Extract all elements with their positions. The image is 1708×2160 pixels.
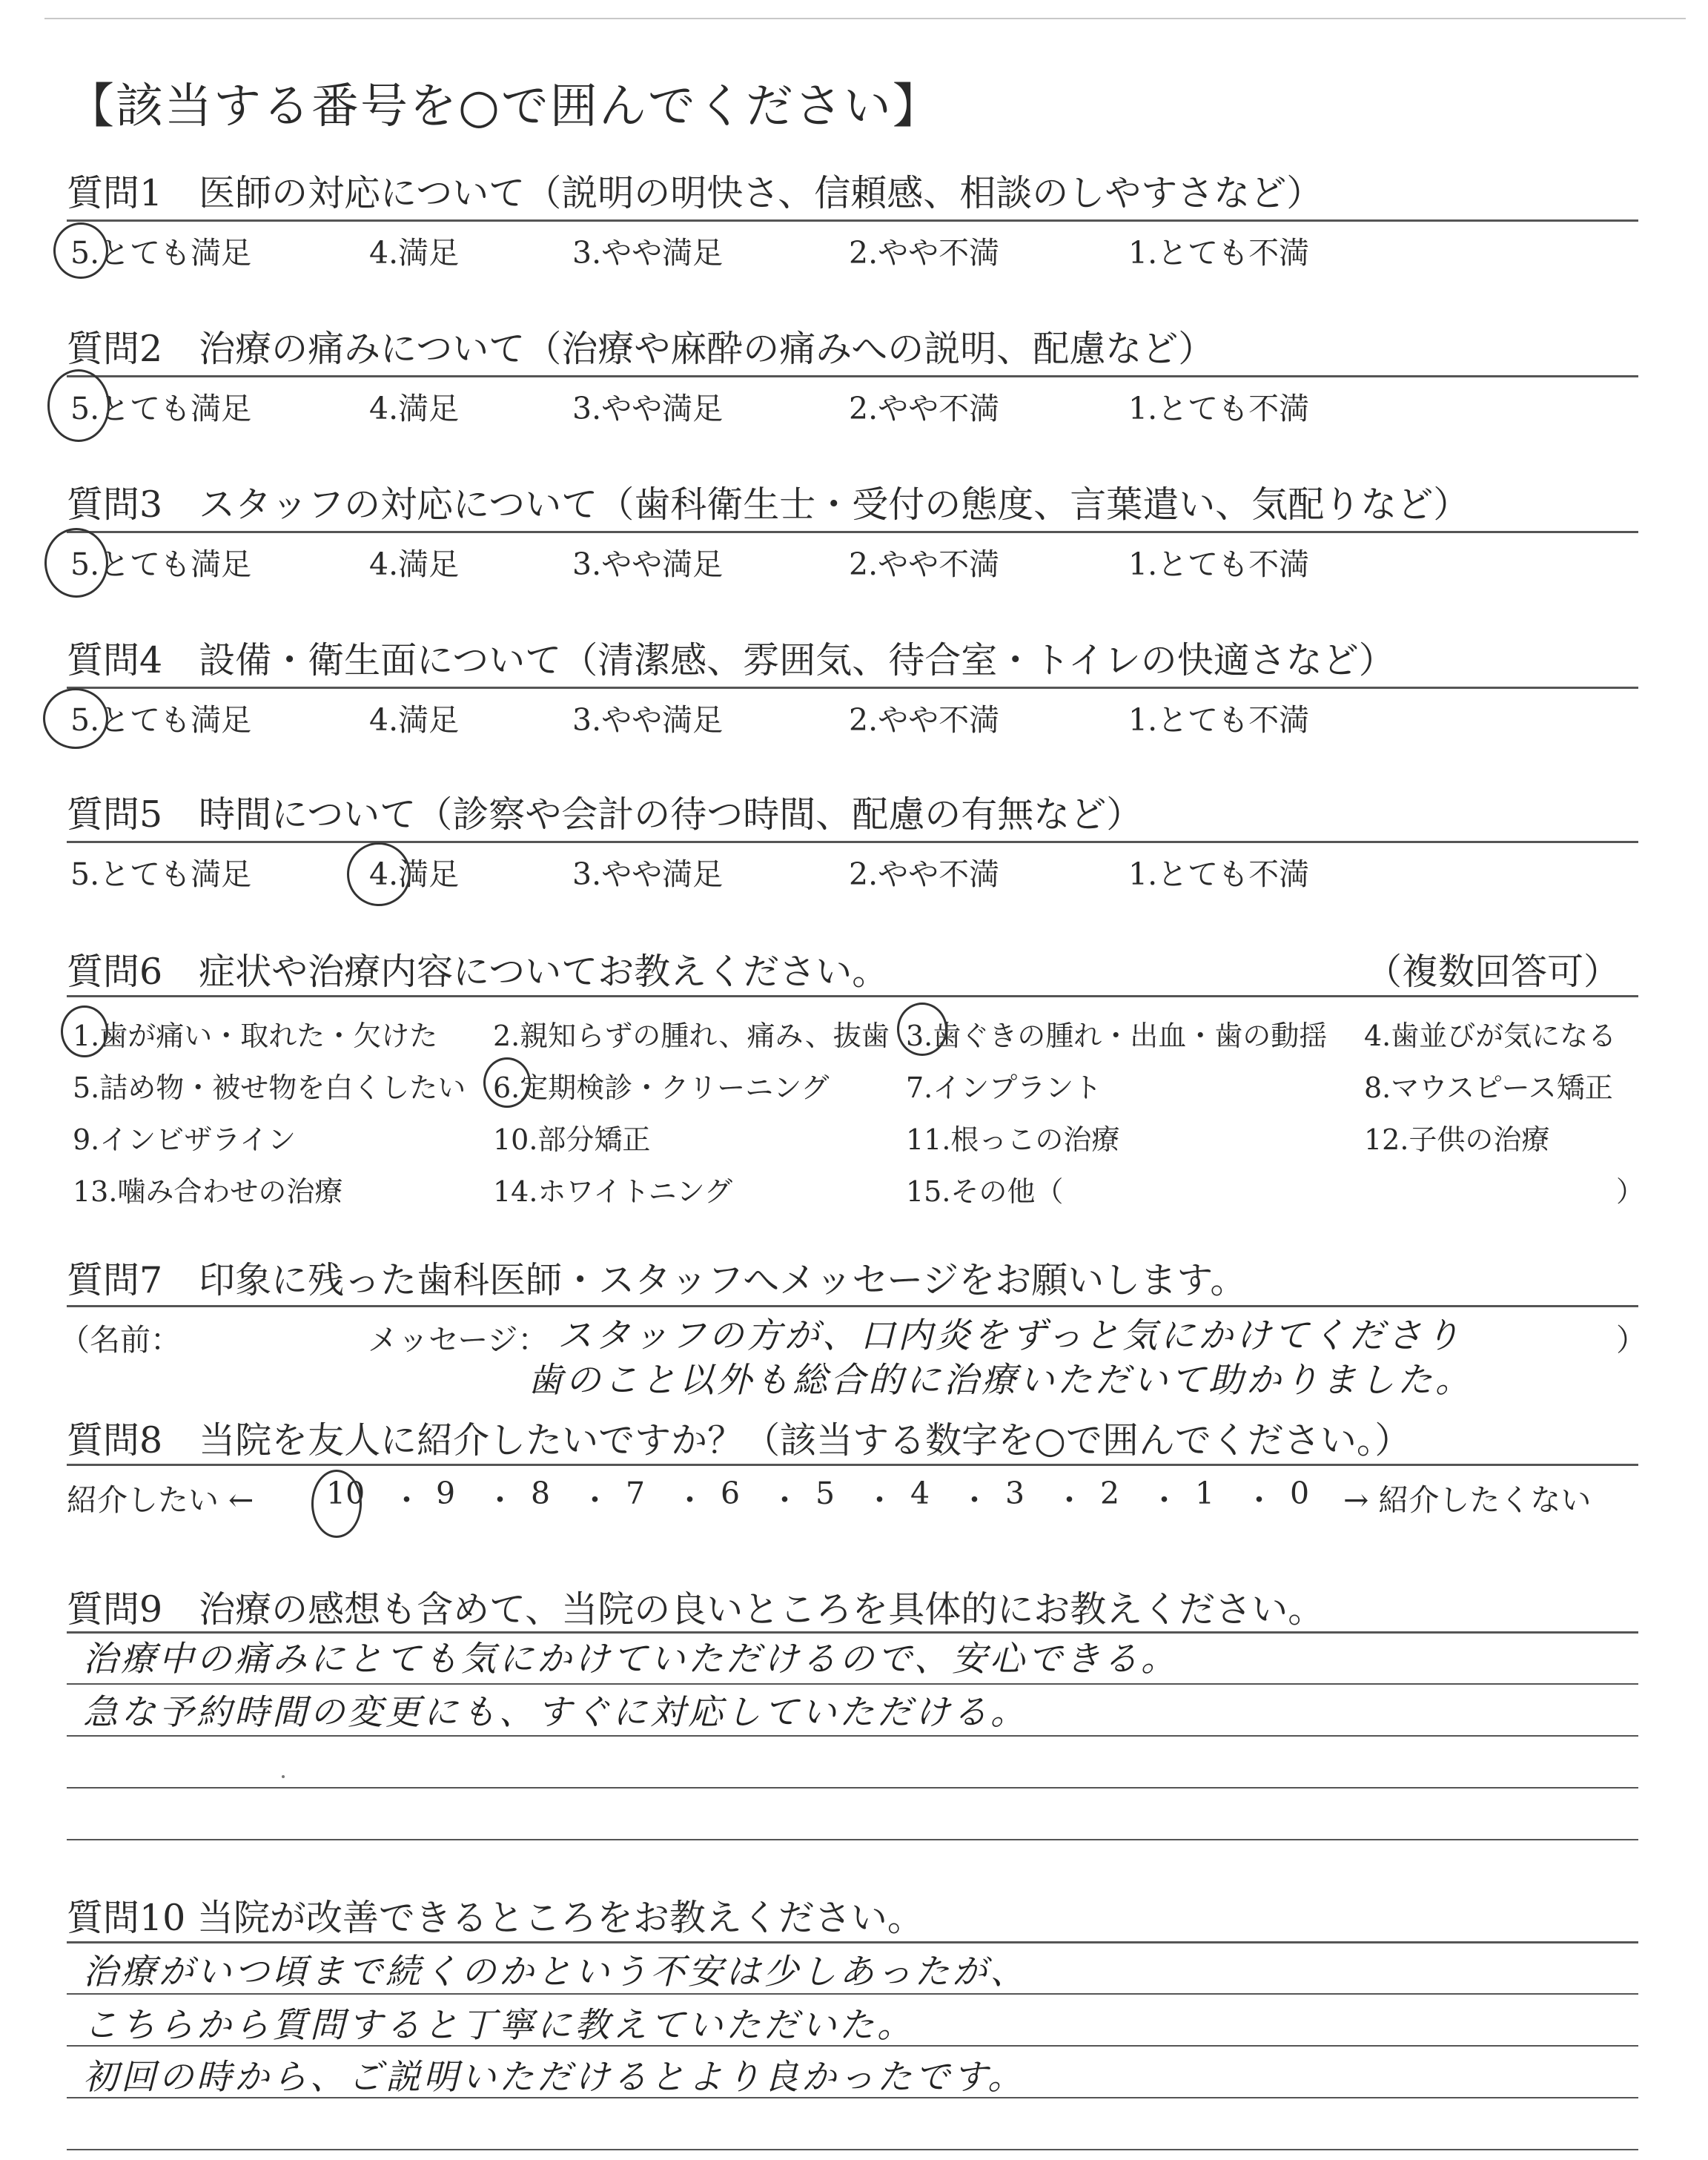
q6-rule bbox=[67, 995, 1638, 997]
q6-multiple-note: （複数回答可） bbox=[1366, 951, 1621, 993]
q8-sep-3: ・ bbox=[580, 1482, 610, 1518]
q6-title: 質問6 症状や治療内容についてお教えください。 bbox=[67, 951, 889, 993]
q2-rule bbox=[67, 375, 1638, 377]
q10-title: 質問10 当院が改善できるところをお教えください。 bbox=[67, 1897, 924, 1939]
page-top-edge bbox=[0, 0, 1708, 22]
q1-option-2[interactable]: 2.やや不満 bbox=[849, 235, 1000, 271]
q10-rule-1 bbox=[67, 1941, 1638, 1943]
q6-item-6[interactable]: 6.定期検診・クリーニング bbox=[493, 1071, 830, 1104]
q4-answer-circle bbox=[43, 688, 108, 749]
q7-handwritten-line-1: スタッフの方が、口内炎をずっと気にかけてくださり bbox=[557, 1315, 1463, 1356]
q8-scale-6[interactable]: 6 bbox=[721, 1476, 741, 1511]
q6-item-10[interactable]: 10.部分矯正 bbox=[493, 1123, 651, 1156]
q2-option-4[interactable]: 4.満足 bbox=[369, 391, 460, 426]
q3-option-1[interactable]: 1.とても不満 bbox=[1128, 546, 1310, 582]
q4-option-2[interactable]: 2.やや不満 bbox=[849, 702, 1000, 738]
q4-option-5[interactable]: 5.とても満足 bbox=[70, 702, 252, 738]
q3-option-4[interactable]: 4.満足 bbox=[369, 546, 460, 582]
q2-option-1[interactable]: 1.とても不満 bbox=[1128, 391, 1310, 426]
q3-option-2[interactable]: 2.やや不満 bbox=[849, 546, 1000, 582]
q4-rule bbox=[67, 687, 1638, 689]
q1-option-5[interactable]: 5.とても満足 bbox=[70, 235, 252, 271]
q9-handwritten-line-2: 急な予約時間の変更にも、すぐに対応していただける。 bbox=[83, 1692, 1028, 1733]
q6-item-8[interactable]: 8.マウスピース矯正 bbox=[1364, 1071, 1613, 1104]
q4-option-4[interactable]: 4.満足 bbox=[369, 702, 460, 738]
q5-option-3[interactable]: 3.やや満足 bbox=[572, 856, 724, 892]
q8-sep-8: ・ bbox=[1054, 1482, 1085, 1518]
q6-item-3[interactable]: 3.歯ぐきの腫れ・出血・歯の動揺 bbox=[906, 1020, 1328, 1052]
q8-scale-3[interactable]: 3 bbox=[1005, 1476, 1025, 1511]
q6-item-14[interactable]: 14.ホワイトニング bbox=[493, 1175, 733, 1208]
q6-answer-circle-1 bbox=[61, 1005, 108, 1057]
q1-option-1[interactable]: 1.とても不満 bbox=[1128, 235, 1310, 271]
q3-option-5[interactable]: 5.とても満足 bbox=[70, 546, 252, 582]
q1-title: 質問1 医師の対応について（説明の明快さ、信頼感、相談のしやすさなど） bbox=[67, 172, 1323, 214]
q1-answer-circle bbox=[53, 222, 108, 279]
q6-item-12[interactable]: 12.子供の治療 bbox=[1364, 1123, 1550, 1156]
q2-answer-circle bbox=[47, 369, 110, 442]
q3-answer-circle bbox=[44, 528, 108, 598]
q3-title: 質問3 スタッフの対応について（歯科衛生士・受付の態度、言葉遣い、気配りなど） bbox=[67, 483, 1470, 526]
q5-answer-circle bbox=[347, 842, 411, 906]
q6-item-2[interactable]: 2.親知らずの腫れ、痛み、抜歯 bbox=[493, 1020, 890, 1052]
q5-option-4[interactable]: 4.満足 bbox=[369, 856, 460, 892]
q5-title: 質問5 時間について（診察や会計の待つ時間、配慮の有無など） bbox=[67, 793, 1143, 836]
q10-handwritten-line-1: 治療がいつ頃まで続くのかという不安は少しあったが、 bbox=[83, 1952, 1028, 1992]
q6-item-11[interactable]: 11.根っこの治療 bbox=[906, 1123, 1120, 1156]
q10-handwritten-line-3: 初回の時から、ご説明いただけるとより良かったです。 bbox=[83, 2057, 1026, 2098]
q8-scale-8[interactable]: 8 bbox=[531, 1476, 551, 1511]
q9-handwritten-line-1: 治療中の痛みにとても気にかけていただけるので、安心できる。 bbox=[83, 1639, 1179, 1680]
q6-item-15[interactable]: 15.その他（ bbox=[906, 1175, 1064, 1208]
q2-option-5[interactable]: 5.とても満足 bbox=[70, 391, 252, 426]
q6-item-15-close: ） bbox=[1616, 1175, 1645, 1208]
q1-option-4[interactable]: 4.満足 bbox=[369, 235, 460, 271]
q8-sep-10: ・ bbox=[1244, 1482, 1274, 1518]
q8-sep-6: ・ bbox=[864, 1482, 895, 1518]
q10-handwritten-line-2: こちらから質問すると丁寧に教えていただいた。 bbox=[83, 2005, 915, 2046]
q10-rule-5 bbox=[67, 2149, 1638, 2150]
q8-scale-2[interactable]: 2 bbox=[1100, 1476, 1120, 1511]
q8-left-label: 紹介したい ← bbox=[67, 1482, 254, 1518]
q9-rule-3 bbox=[67, 1735, 1638, 1737]
q8-sep-7: ・ bbox=[959, 1482, 990, 1518]
q8-scale-0[interactable]: 0 bbox=[1290, 1476, 1310, 1511]
q8-scale-4[interactable]: 4 bbox=[910, 1476, 930, 1511]
q5-option-5[interactable]: 5.とても満足 bbox=[70, 856, 252, 892]
q8-scale-1[interactable]: 1 bbox=[1195, 1476, 1215, 1511]
q3-option-3[interactable]: 3.やや満足 bbox=[572, 546, 724, 582]
q9-title: 質問9 治療の感想も含めて、当院の良いところを具体的にお教えください。 bbox=[67, 1588, 1325, 1631]
q5-option-2[interactable]: 2.やや不満 bbox=[849, 856, 1000, 892]
q5-rule bbox=[67, 841, 1638, 843]
q1-rule bbox=[67, 219, 1638, 222]
q7-name-label: （名前： bbox=[59, 1322, 181, 1358]
q8-sep-4: ・ bbox=[675, 1482, 705, 1518]
q6-answer-circle-6 bbox=[483, 1057, 531, 1108]
q6-item-13[interactable]: 13.噛み合わせの治療 bbox=[73, 1175, 343, 1208]
q2-option-2[interactable]: 2.やや不満 bbox=[849, 391, 1000, 426]
q4-title: 質問4 設備・衛生面について（清潔感、雰囲気、待合室・トイレの快適さなど） bbox=[67, 639, 1395, 681]
form-header: 【該当する番号を○で囲んでください】 bbox=[67, 79, 941, 134]
q2-title: 質問2 治療の痛みについて（治療や麻酔の痛みへの説明、配慮など） bbox=[67, 328, 1215, 370]
q6-item-4[interactable]: 4.歯並びが気になる bbox=[1364, 1020, 1617, 1052]
q8-scale-10[interactable]: 10 bbox=[326, 1476, 365, 1511]
scan-speck bbox=[282, 1775, 285, 1778]
q6-item-5[interactable]: 5.詰め物・被せ物を白くしたい bbox=[73, 1071, 466, 1104]
q5-option-1[interactable]: 1.とても不満 bbox=[1128, 856, 1310, 892]
q7-close-paren: ） bbox=[1616, 1322, 1646, 1358]
q8-sep-2: ・ bbox=[485, 1482, 515, 1518]
q1-option-3[interactable]: 3.やや満足 bbox=[572, 235, 724, 271]
q8-sep-9: ・ bbox=[1149, 1482, 1179, 1518]
q3-rule bbox=[67, 531, 1638, 533]
q8-answer-circle bbox=[311, 1470, 362, 1538]
q6-answer-circle-3 bbox=[897, 1003, 947, 1056]
q9-rule-5 bbox=[67, 1839, 1638, 1840]
q7-title: 質問7 印象に残った歯科医師・スタッフへメッセージをお願いします。 bbox=[67, 1259, 1247, 1301]
q7-rule bbox=[67, 1305, 1638, 1307]
q8-sep-1: ・ bbox=[391, 1482, 422, 1518]
q4-option-1[interactable]: 1.とても不満 bbox=[1128, 702, 1310, 738]
q7-message-label: メッセージ： bbox=[368, 1322, 549, 1358]
q8-sep-5: ・ bbox=[769, 1482, 800, 1518]
q6-item-7[interactable]: 7.インプラント bbox=[906, 1071, 1102, 1104]
q9-rule-4 bbox=[67, 1787, 1638, 1789]
q8-scale-5[interactable]: 5 bbox=[815, 1476, 835, 1511]
q4-option-3[interactable]: 3.やや満足 bbox=[572, 702, 724, 738]
q8-scale-9[interactable]: 9 bbox=[436, 1476, 456, 1511]
q8-rule bbox=[67, 1464, 1638, 1466]
q6-item-1[interactable]: 1.歯が痛い・取れた・欠けた bbox=[73, 1020, 438, 1052]
q7-handwritten-line-2: 歯のこと以外も総合的に治療いただいて助かりました。 bbox=[528, 1360, 1473, 1401]
q6-item-9[interactable]: 9.インビザライン bbox=[73, 1123, 297, 1156]
q8-scale-7[interactable]: 7 bbox=[626, 1476, 646, 1511]
q2-option-3[interactable]: 3.やや満足 bbox=[572, 391, 724, 426]
q8-title: 質問8 当院を友人に紹介したいですか？（該当する数字を○で囲んでください。） bbox=[67, 1419, 1411, 1462]
q8-right-label: → 紹介したくない bbox=[1343, 1482, 1592, 1518]
